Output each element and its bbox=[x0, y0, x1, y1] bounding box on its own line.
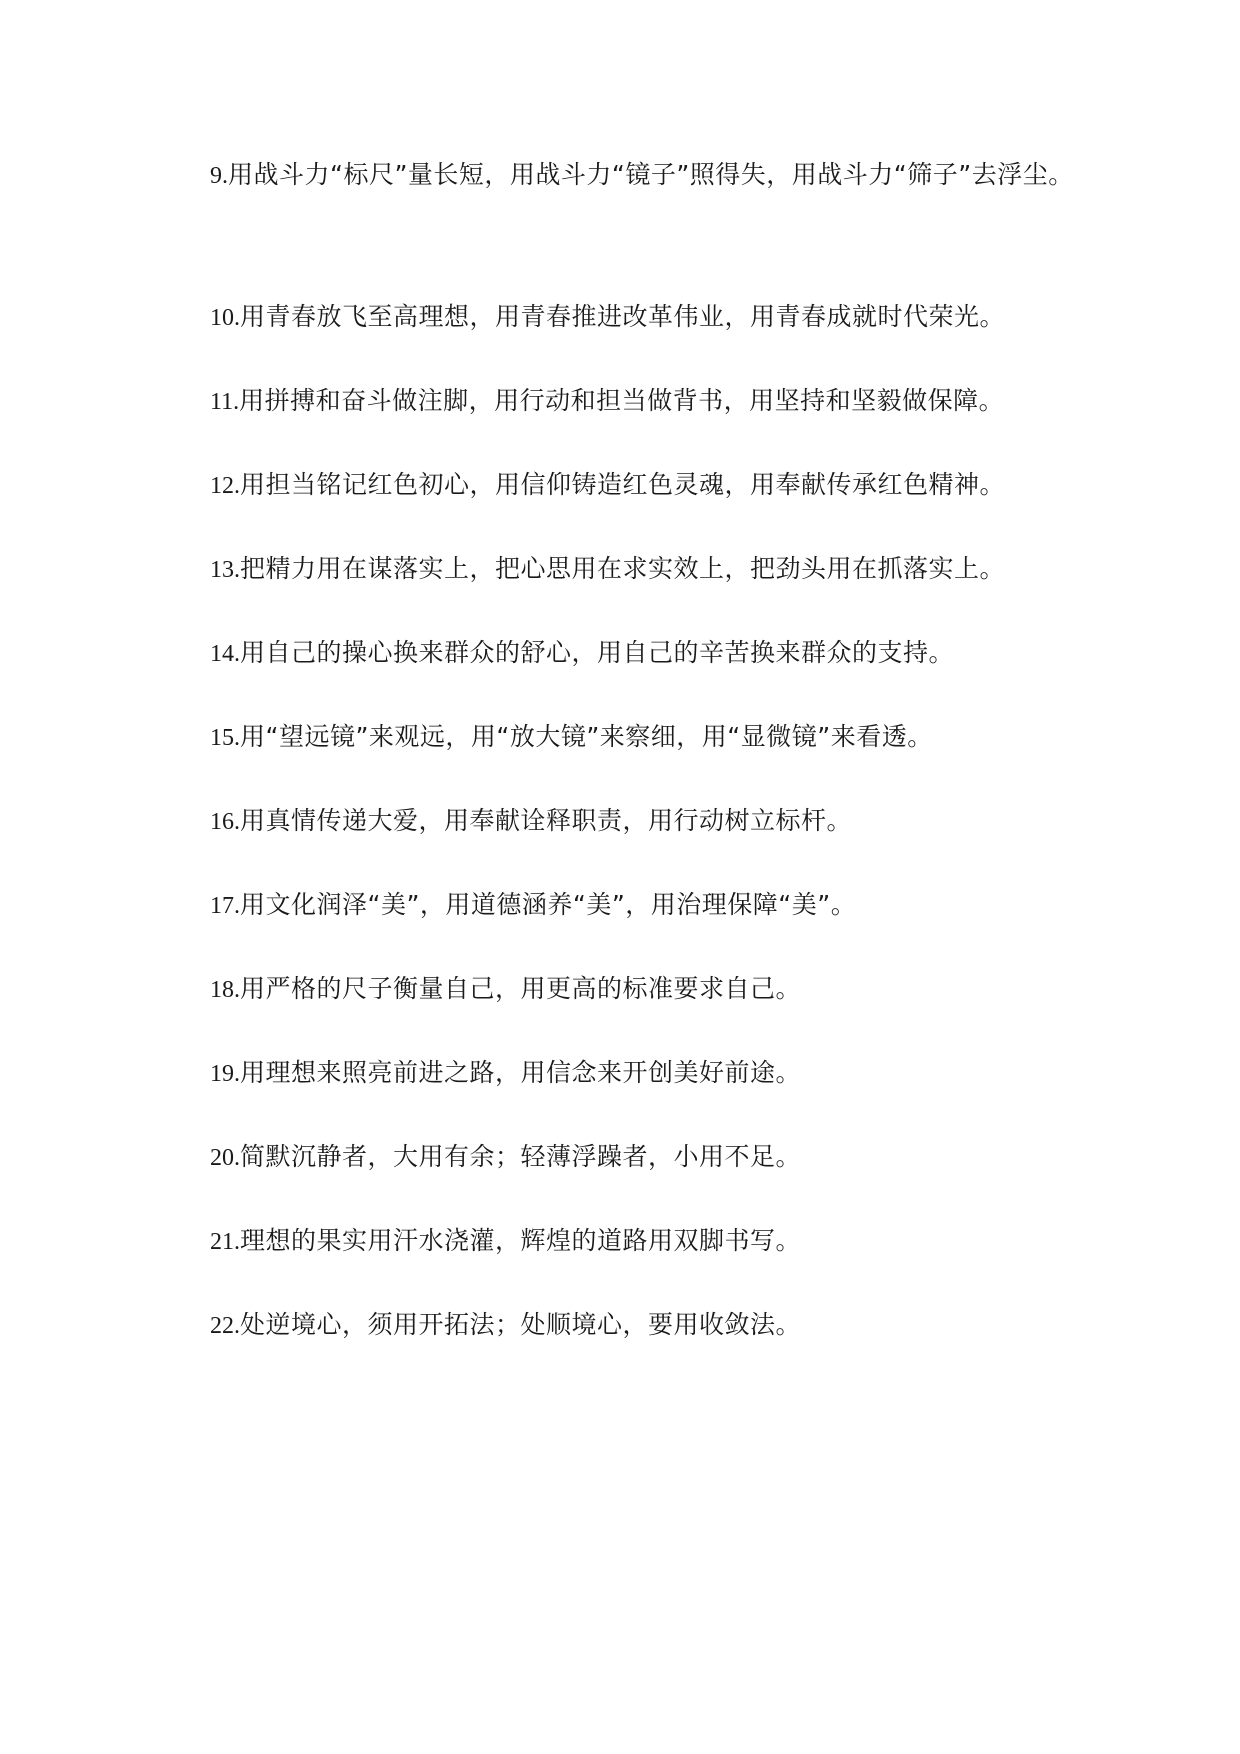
list-item bbox=[160, 1110, 1090, 1205]
item-text: 用严格的尺子衡量自己，用更高的标准要求自己。 bbox=[240, 974, 802, 1003]
item-number: 11. bbox=[210, 389, 240, 415]
list-item bbox=[160, 690, 1090, 785]
list-item bbox=[160, 1194, 1090, 1289]
list-item bbox=[160, 1278, 1090, 1373]
item-number: 15. bbox=[210, 725, 240, 751]
item-text: 用拼搏和奋斗做注脚，用行动和担当做背书，用坚持和坚毅做保障。 bbox=[239, 386, 1005, 415]
item-text: 用担当铭记红色初心，用信仰铸造红色灵魂，用奉献传承红色精神。 bbox=[240, 470, 1006, 499]
list-item bbox=[160, 1026, 1090, 1121]
item-text: 用战斗力“标尺”量长短，用战斗力“镜子”照得失，用战斗力“筛子”去浮尘。 bbox=[228, 160, 1074, 189]
list-item bbox=[160, 942, 1090, 1037]
list-item bbox=[160, 522, 1090, 617]
item-number: 13. bbox=[210, 557, 240, 583]
item-number: 12. bbox=[210, 473, 240, 499]
list-item bbox=[160, 858, 1090, 953]
item-text: 用“望远镜”来观远，用“放大镜”来察细，用“显微镜”来看透。 bbox=[240, 722, 933, 751]
item-text: 处逆境心，须用开拓法；处顺境心，要用收敛法。 bbox=[240, 1310, 802, 1339]
list-item bbox=[160, 128, 1090, 223]
item-number: 18. bbox=[210, 977, 240, 1003]
item-text: 用真情传递大爱，用奉献诠释职责，用行动树立标杆。 bbox=[240, 806, 853, 835]
item-number: 20. bbox=[210, 1145, 240, 1171]
item-number: 16. bbox=[210, 809, 240, 835]
item-text: 用青春放飞至高理想，用青春推进改革伟业，用青春成就时代荣光。 bbox=[240, 302, 1006, 331]
item-number: 9. bbox=[210, 163, 228, 189]
item-text: 用理想来照亮前进之路，用信念来开创美好前途。 bbox=[240, 1058, 802, 1087]
item-number: 21. bbox=[210, 1229, 240, 1255]
list-item bbox=[160, 354, 1090, 449]
item-number: 19. bbox=[210, 1061, 240, 1087]
list-item bbox=[160, 438, 1090, 533]
item-text: 用自己的操心换来群众的舒心，用自己的辛苦换来群众的支持。 bbox=[240, 638, 955, 667]
list-item bbox=[160, 270, 1090, 365]
item-text: 理想的果实用汗水浇灌，辉煌的道路用双脚书写。 bbox=[240, 1226, 802, 1255]
item-number: 10. bbox=[210, 305, 240, 331]
item-text: 用文化润泽“美”，用道德涵养“美”，用治理保障“美”。 bbox=[240, 890, 857, 919]
list-item bbox=[160, 606, 1090, 701]
item-number: 14. bbox=[210, 641, 240, 667]
item-text: 把精力用在谋落实上，把心思用在求实效上，把劲头用在抓落实上。 bbox=[240, 554, 1006, 583]
item-number: 22. bbox=[210, 1313, 240, 1339]
item-number: 17. bbox=[210, 893, 240, 919]
list-item bbox=[160, 774, 1090, 869]
item-text: 简默沉静者，大用有余；轻薄浮躁者，小用不足。 bbox=[240, 1142, 802, 1171]
